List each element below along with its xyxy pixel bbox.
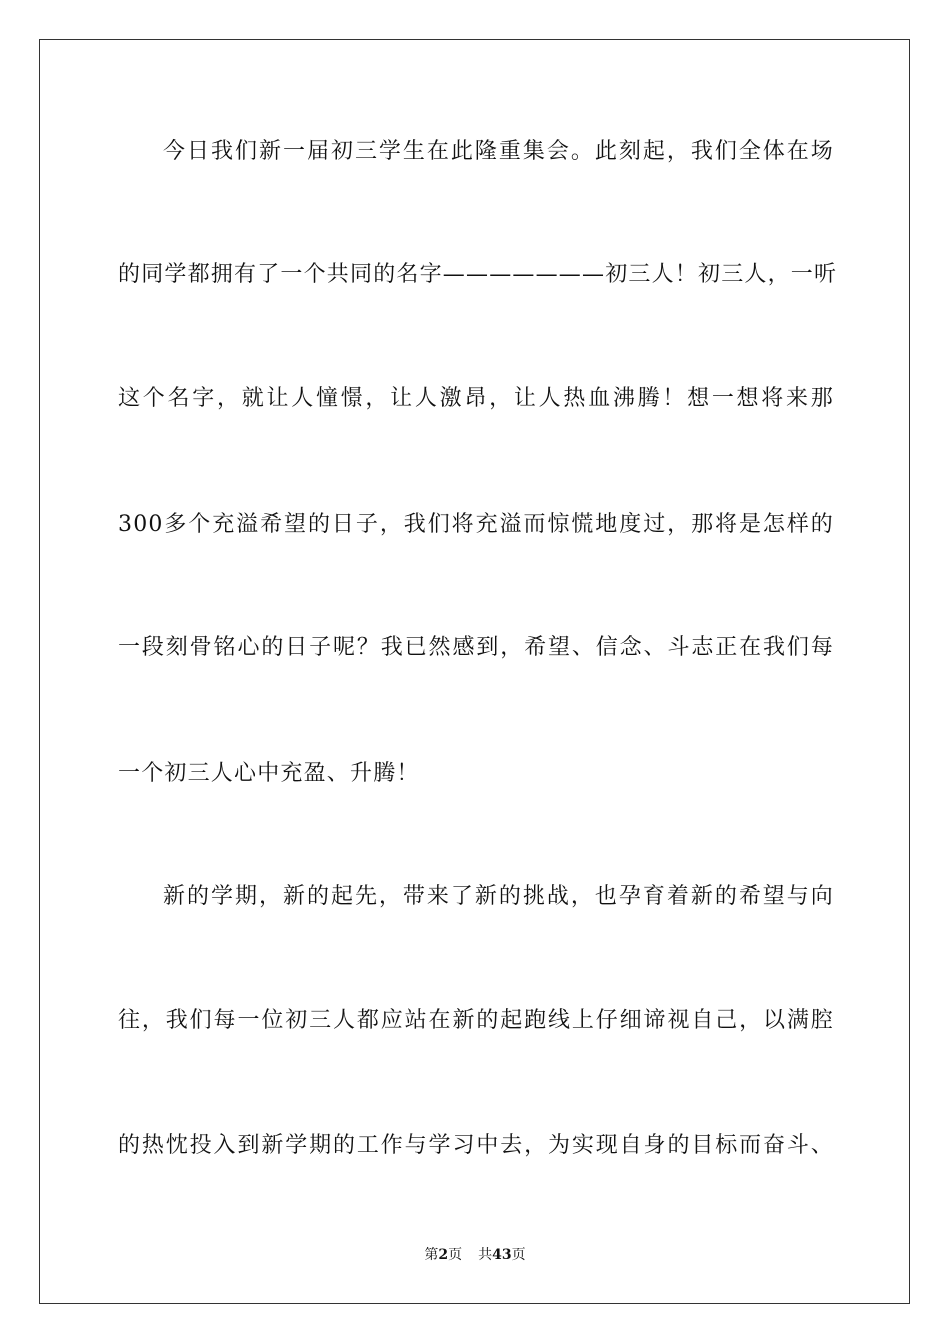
- footer-page-prefix: 第: [424, 1247, 439, 1263]
- page-footer: [0, 1245, 950, 1265]
- paragraph-2-line-2: 往，我们每一位初三人都应站在新的起跑线上仔细谛视自己，以满腔: [118, 1008, 834, 1033]
- paragraph-2-line-3: 的热忱投入到新学期的工作与学习中去，为实现自身的目标而奋斗、: [118, 1133, 834, 1158]
- paragraph-1-line-4: 300多个充溢希望的日子，我们将充溢而惊慌地度过，那将是怎样的: [118, 512, 834, 537]
- paragraph-1-line-6: 一个初三人心中充盈、升腾！: [118, 761, 420, 786]
- footer-total-suffix: 页: [511, 1247, 526, 1263]
- paragraph-2-line-1: 新的学期，新的起先，带来了新的挑战，也孕育着新的希望与向: [163, 884, 834, 909]
- footer-page-suffix: 页: [448, 1247, 463, 1263]
- page-border: [39, 39, 910, 1304]
- footer-total-prefix: 共: [478, 1247, 493, 1263]
- paragraph-1-line-1: 今日我们新一届初三学生在此隆重集会。此刻起，我们全体在场: [163, 139, 834, 164]
- paragraph-1-line-2: 的同学都拥有了一个共同的名字———————初三人！初三人，一听: [118, 262, 838, 287]
- footer-total-pages: 43: [492, 1247, 512, 1263]
- footer-page-number: 2: [438, 1247, 449, 1263]
- paragraph-1-line-5: 一段刻骨铭心的日子呢？我已然感到，希望、信念、斗志正在我们每: [118, 635, 834, 660]
- paragraph-1-line-3: 这个名字，就让人憧憬，让人激昂，让人热血沸腾！想一想将来那: [118, 386, 834, 411]
